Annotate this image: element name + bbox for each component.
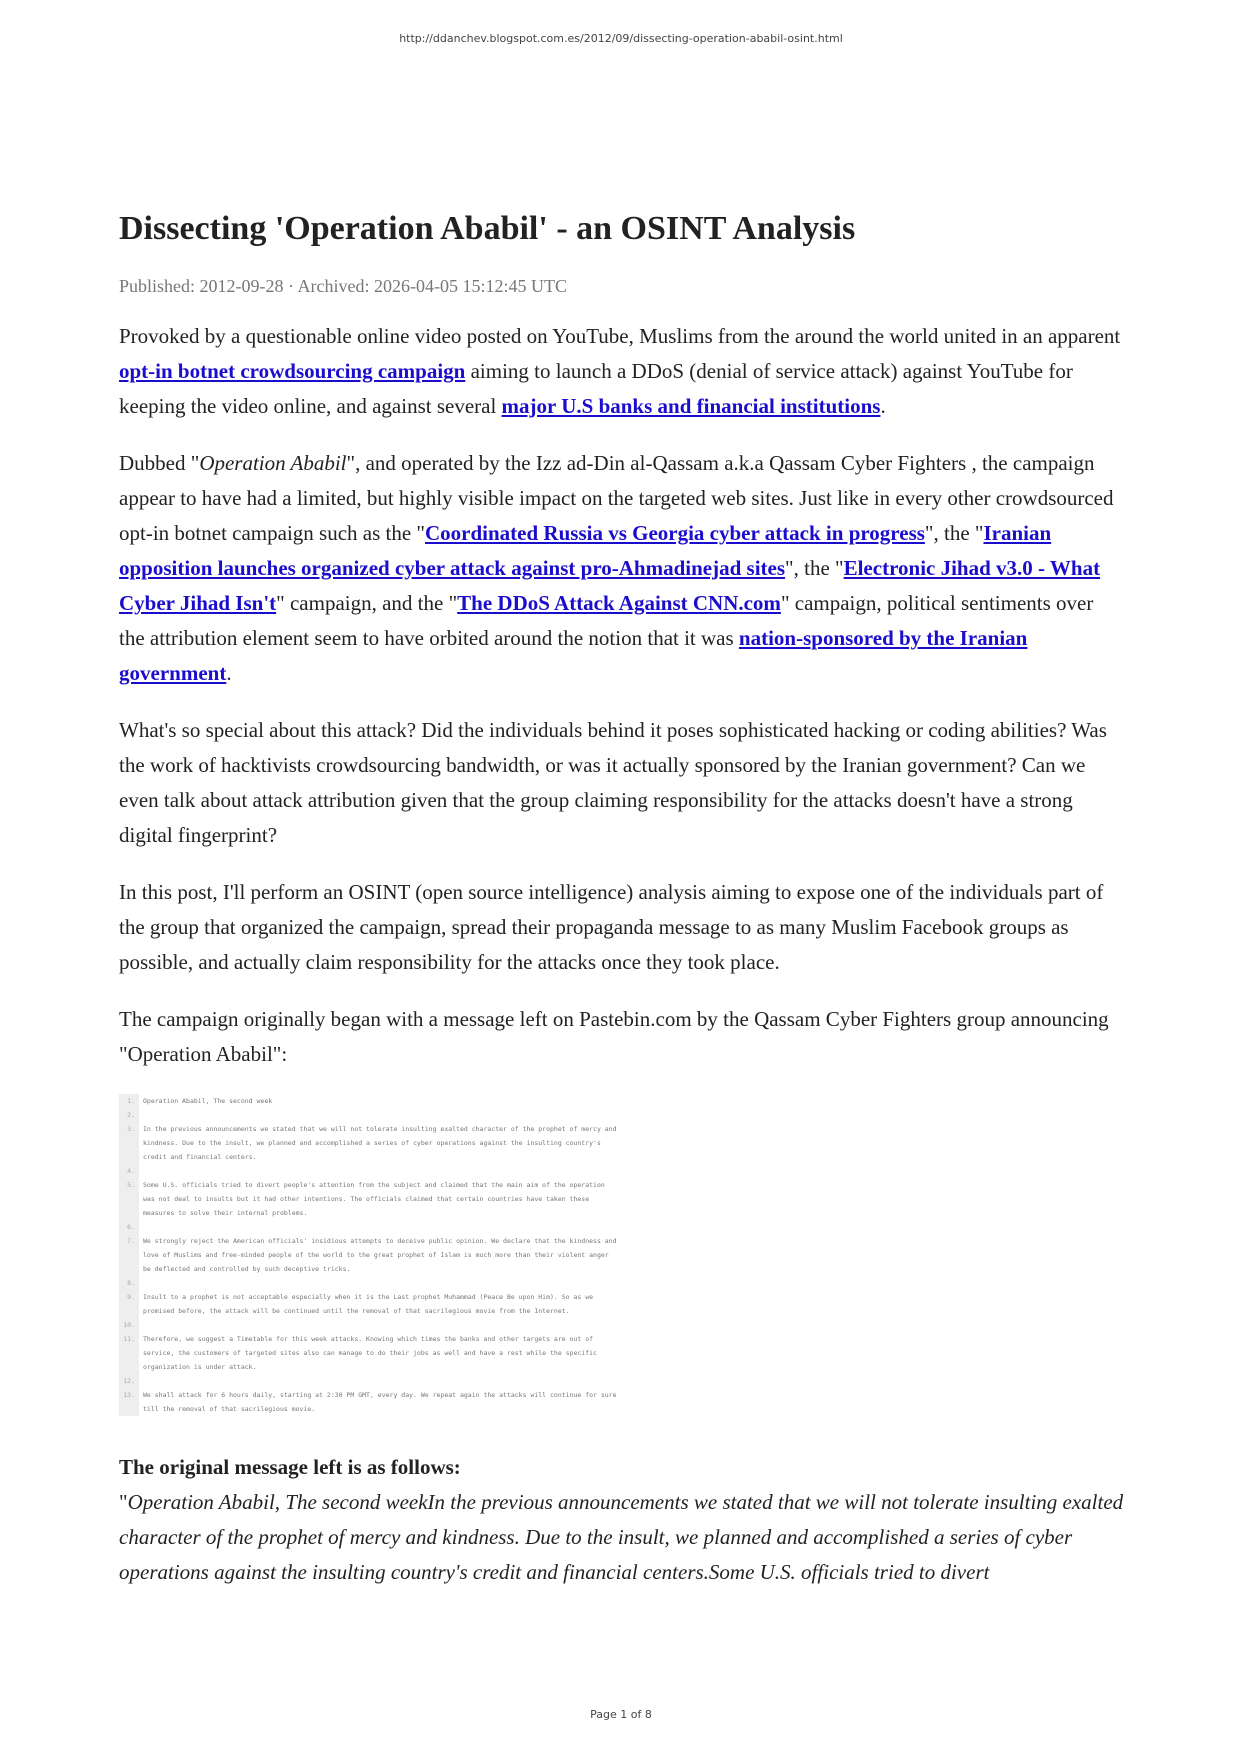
paragraph-2: [119, 446, 1124, 691]
link-electronic-jihad[interactable]: Electronic Jihad v3.0 - What Cyber Jihad Isn't: [119, 556, 1101, 615]
pastebin-line: [119, 1220, 619, 1234]
line-number: 1.: [119, 1094, 139, 1108]
article: [119, 210, 1124, 1612]
line-number: 3.: [119, 1122, 139, 1164]
line-text: We shall attack for 6 hours daily, starting at 2:30 PM GMT, every day. We repeat again the attacks will continue for sure till the removal of that sacrilegious movie.: [143, 1391, 617, 1413]
link-russia-georgia[interactable]: Coordinated Russia vs Georgia cyber attack in progress: [425, 521, 925, 545]
text: ", and operated by the Izz ad-Din al-Qassam a.k.a Qassam Cyber Fighters , the campaign appear to have had a limited, but highly visible impact on the targeted web sites. Just like in every other crowdsourced opt-in botnet campaign such as the ": [119, 451, 1114, 545]
pastebin-line: [119, 1234, 619, 1276]
line-number: 12.: [119, 1374, 139, 1388]
line-number: 7.: [119, 1234, 139, 1276]
line-number: 11.: [119, 1332, 139, 1374]
article-title: Dissecting 'Operation Ababil' - an OSINT Analysis: [119, 210, 856, 247]
pastebin-line: [119, 1388, 619, 1416]
line-text: We strongly reject the American officials' insidious attempts to deceive public opinion. We declare that the kindness and love of Muslims and free-minded people of the world to the great prophet of Islam is much more than their violent anger be deflected and controlled by such deceptive tricks.: [143, 1237, 617, 1273]
quote-mark: ": [119, 1490, 128, 1514]
paragraph-1: [119, 319, 1124, 424]
pastebin-line: [119, 1108, 619, 1122]
line-text: [139, 1318, 143, 1332]
pastebin-screenshot: [119, 1094, 619, 1416]
line-number: 6.: [119, 1220, 139, 1234]
text: Dubbed ": [119, 451, 200, 475]
text: Provoked by a questionable online video posted on YouTube, Muslims from the around the world united in an apparent: [119, 324, 1121, 348]
pastebin-line: [119, 1122, 619, 1164]
paragraph-3: What's so special about this attack? Did the individuals behind it poses sophisticated hacking or coding abilities? Was the work of hacktivists crowdsourcing bandwidth, or was it actually sponsored by the Iranian government? Can we even talk about attack attribution given that the group claiming responsibility for the attacks doesn't have a strong digital fingerprint?: [119, 718, 1107, 847]
line-number: 13.: [119, 1388, 139, 1416]
text: .: [226, 661, 232, 685]
pastebin-line: [119, 1164, 619, 1178]
text: " campaign, and the ": [276, 591, 458, 615]
link-cnn-ddos[interactable]: The DDoS Attack Against CNN.com: [457, 591, 781, 615]
line-text: [139, 1220, 143, 1234]
line-text: [139, 1108, 143, 1122]
paragraph-4: In this post, I'll perform an OSINT (open source intelligence) analysis aiming to expose one of the individuals part of the group that organized the campaign, spread their propaganda message to as many Muslim Facebook groups as possible, and actually claim responsibility for the attacks once they took place.: [119, 880, 1104, 974]
subheading: The original message left is as follows:: [119, 1455, 461, 1479]
line-text: [139, 1276, 143, 1290]
pastebin-line: [119, 1276, 619, 1290]
line-text: Operation Ababil, The second week: [143, 1097, 273, 1105]
line-number: 8.: [119, 1276, 139, 1290]
line-number: 10.: [119, 1318, 139, 1332]
pastebin-line: [119, 1374, 619, 1388]
emphasis: Operation Ababil: [199, 451, 347, 475]
paragraph-5: The campaign originally began with a message left on Pastebin.com by the Qassam Cyber Fighters group announcing "Operation Ababil":: [119, 1007, 1109, 1066]
text: ", the ": [785, 556, 844, 580]
line-number: 2.: [119, 1108, 139, 1122]
pastebin-line: [119, 1332, 619, 1374]
line-number: 5.: [119, 1178, 139, 1220]
article-meta: Published: 2012-09-28 · Archived: 2026-04-05 15:12:45 UTC: [119, 276, 567, 296]
pastebin-line: [119, 1318, 619, 1332]
page-url: http://ddanchev.blogspot.com.es/2012/09/dissecting-operation-ababil-osint.html: [399, 32, 843, 45]
link-opt-in-botnet[interactable]: opt-in botnet crowdsourcing campaign: [119, 359, 466, 383]
line-text: [139, 1164, 143, 1178]
quoted-message: [119, 1485, 1124, 1590]
text: aiming to launch a DDoS (denial of service attack) against YouTube for keeping the video online, and against several: [119, 359, 1073, 418]
link-major-banks[interactable]: major U.S banks and financial institutions: [501, 394, 881, 418]
line-text: In the previous announcements we stated that we will not tolerate insulting exalted character of the prophet of mercy and kindness. Due to the insult, we planned and accomplished a series of cyber operations against the insulting country's credit and financial centers.: [143, 1125, 617, 1161]
text: " campaign, political sentiments over the attribution element seem to have orbited around the notion that it was: [119, 591, 1094, 650]
pastebin-line: [119, 1178, 619, 1220]
link-iranian-opposition[interactable]: Iranian opposition launches organized cyber attack against pro-Ahmadinejad sites: [119, 521, 1052, 580]
pastebin-line: [119, 1094, 619, 1108]
text: .: [880, 394, 886, 418]
line-number: 4.: [119, 1164, 139, 1178]
pastebin-line: [119, 1290, 619, 1318]
text: ", the ": [924, 521, 984, 545]
quote-text: Operation Ababil, The second weekIn the previous announcements we stated that we will not tolerate insulting exalted character of the prophet of mercy and kindness. Due to the insult, we planned and accomplished a series of cyber operations against the insulting country's credit and financial centers.Some U.S. officials tried to divert: [119, 1490, 1124, 1584]
line-text: Some U.S. officials tried to divert people's attention from the subject and claimed that the main aim of the operation was not deal to insults but it had other intentions. The officials claimed that certain countries have taken these measures to solve their internal problems.: [143, 1181, 605, 1217]
line-text: [139, 1374, 143, 1388]
page-number: Page 1 of 8: [590, 1708, 652, 1721]
line-text: Therefore, we suggest a Timetable for this week attacks. Knowing which times the banks and other targets are out of service, the customers of targeted sites also can manage to do their jobs as well and have a rest while the specific organization is under attack.: [143, 1335, 597, 1371]
line-number: 9.: [119, 1290, 139, 1318]
link-nation-sponsored[interactable]: nation-sponsored by the Iranian government: [119, 626, 1028, 685]
line-text: Insult to a prophet is not acceptable especially when it is the Last prophet Muhammad (Peace Be upon Him). So as we promised before, the attack will be continued until the removal of that sacrilegious movie from the Internet.: [143, 1293, 594, 1315]
